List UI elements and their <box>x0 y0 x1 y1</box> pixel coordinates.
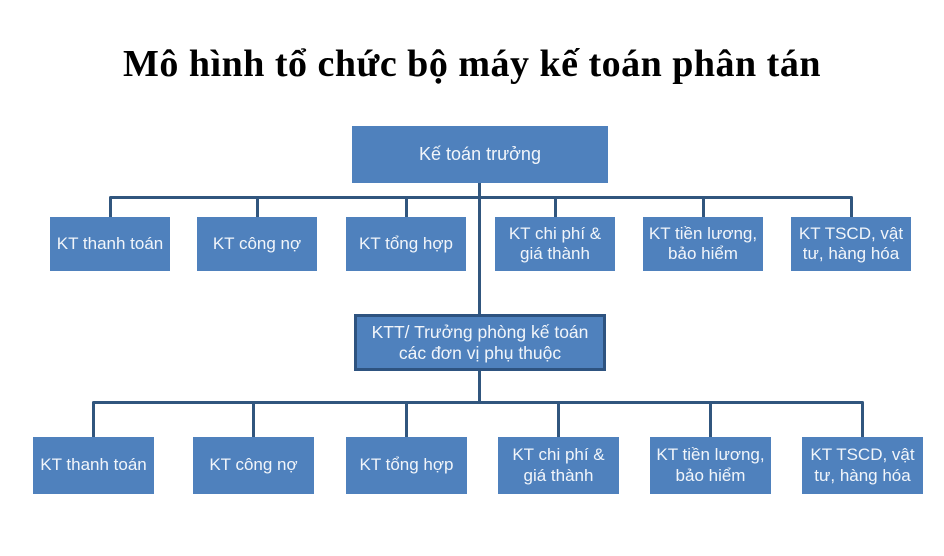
org-node-chief-accountant: Kế toán trưởng <box>352 126 608 183</box>
org-node-lower-unit: KT TSCD, vật tư, hàng hóa <box>802 437 923 494</box>
org-node-lower-unit: KT tổng hợp <box>346 437 467 494</box>
diagram-title: Mô hình tổ chức bộ máy kế toán phân tán <box>123 43 821 85</box>
org-node-lower-unit: KT thanh toán <box>33 437 154 494</box>
org-node-upper-unit: KT TSCD, vật tư, hàng hóa <box>791 217 911 271</box>
org-node-upper-unit: KT thanh toán <box>50 217 170 271</box>
org-node-upper-unit: KT tổng hợp <box>346 217 466 271</box>
org-node-upper-unit: KT công nợ <box>197 217 317 271</box>
org-node-lower-unit: KT công nợ <box>193 437 314 494</box>
org-node-upper-unit: KT chi phí & giá thành <box>495 217 615 271</box>
org-node-lower-unit: KT tiền lương, bảo hiểm <box>650 437 771 494</box>
org-node-upper-unit: KT tiền lương, bảo hiểm <box>643 217 763 271</box>
org-node-branch-head: KTT/ Trưởng phòng kế toán các đơn vị phụ thuộc <box>354 314 606 371</box>
org-node-lower-unit: KT chi phí & giá thành <box>498 437 619 494</box>
